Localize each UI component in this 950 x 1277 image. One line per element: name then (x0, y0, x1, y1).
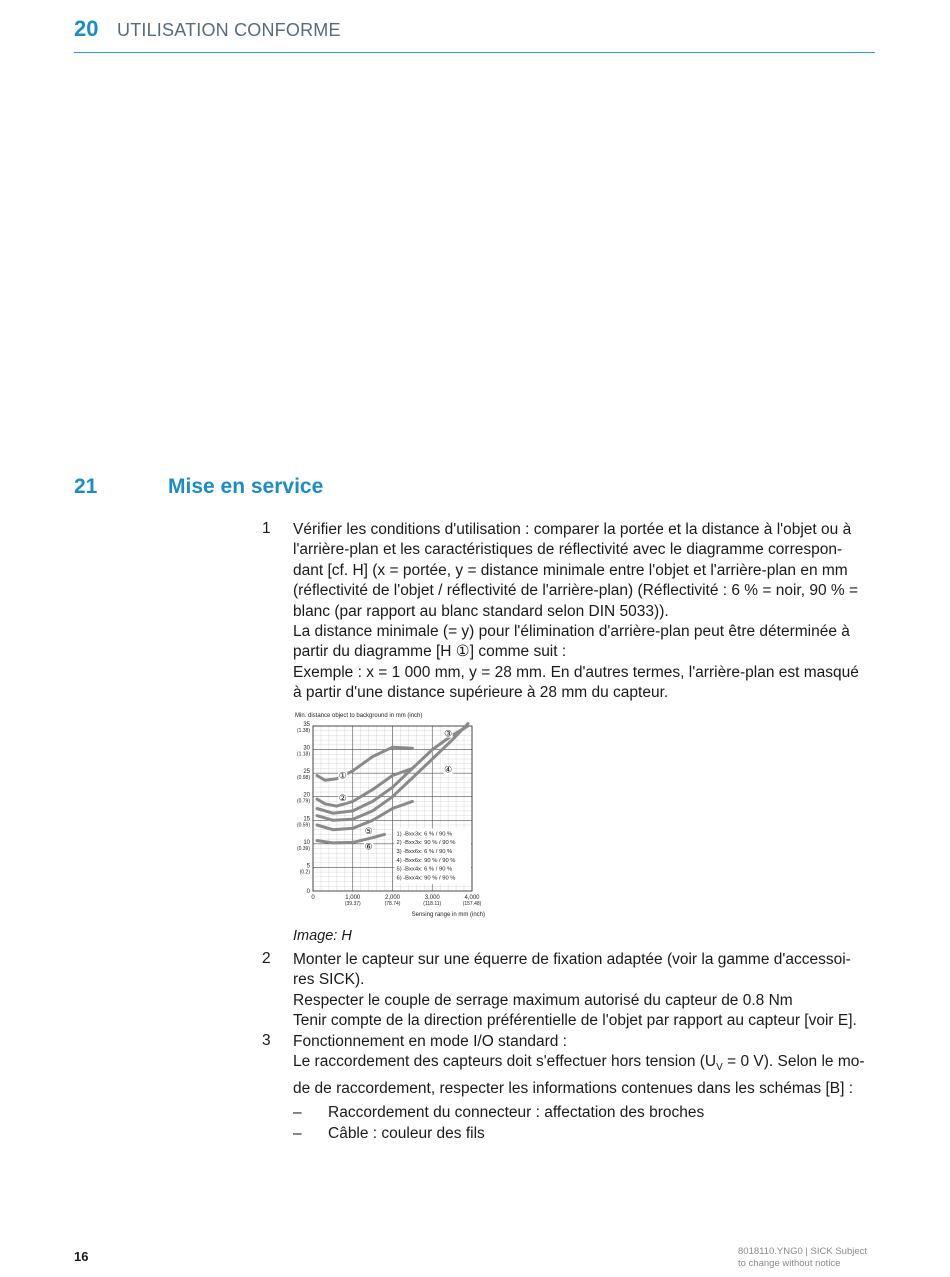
x-tick-sublabel: (39.37) (344, 901, 361, 907)
chapter-title: UTILISATION CONFORME (117, 20, 341, 40)
bullet-dash: – (293, 1104, 302, 1121)
x-tick-label: 3,000 (424, 895, 440, 901)
y-tick-sublabel: (0.2) (299, 869, 310, 876)
figure-caption: Image: H (293, 928, 352, 944)
bullet-text: Raccordement du connecteur : affectation des broches (328, 1104, 705, 1121)
x-axis-label: Sensing range in mm (inch) (411, 912, 485, 918)
legend-entry: 1) -Bxx3x: 6 % / 90 % (396, 831, 453, 838)
text-line: Fonctionnement en mode I/O standard : (293, 1033, 567, 1050)
step-2-text (293, 950, 875, 1032)
text-fragment: = 0 V). Selon le mo- (722, 1053, 865, 1071)
text-line: blanc (par rapport au blanc standard selon DIN 5033)). (293, 602, 669, 620)
reflectivity-diagram (290, 708, 490, 922)
y-tick-sublabel: (0.39) (296, 845, 310, 852)
text-line: Monter le capteur sur une équerre de fixation adaptée (voir la gamme d'accessoi- (293, 951, 851, 968)
text-line: partir du diagramme [H ①] comme suit : (293, 643, 567, 661)
chapter-number: 20 (74, 16, 99, 41)
x-tick-label: 2,000 (384, 895, 401, 901)
y-tick-sublabel: (1.38) (296, 728, 310, 734)
series-marker-1: ① (338, 771, 347, 782)
y-tick-label: 20 (303, 792, 310, 799)
text-line: res SICK). (293, 971, 365, 989)
y-tick-label: 15 (303, 816, 310, 823)
text-fragment: Le raccordement des capteurs doit s'effectuer hors tension (U (293, 1053, 717, 1071)
y-tick-sublabel: (0.79) (296, 798, 310, 805)
document-reference (738, 1246, 888, 1270)
text-line: à partir d'une distance supérieure à 28 mm du capteur. (293, 684, 669, 702)
step-3-text (293, 1032, 875, 1099)
text-line: dant [cf. H] (x = portée, y = distance minimale entre l'objet et l'arrière-plan en mm (293, 561, 848, 579)
x-tick-label: 0 (311, 895, 315, 901)
series-marker-4: ④ (444, 765, 453, 776)
y-tick-sublabel: (0.98) (296, 775, 310, 782)
y-tick-label: 35 (303, 722, 310, 728)
section-title: Mise en service (168, 475, 324, 498)
text-line: Tenir compte de la direction préférentielle de l'objet par rapport au capteur [voir E]. (293, 1012, 857, 1030)
page-number: 16 (74, 1249, 89, 1264)
y-tick-sublabel: (0.59) (296, 822, 310, 829)
series-marker-6: ⑥ (364, 842, 373, 853)
step-number: 1 (262, 520, 271, 537)
series-line-6 (317, 834, 385, 843)
text-line: La distance minimale (= y) pour l'élimination d'arrière-plan peut être déterminée à (293, 623, 850, 641)
text-line: Exemple : x = 1 000 mm, y = 28 mm. En d'autres termes, l'arrière-plan est masqué (293, 663, 859, 681)
y-tick-label: 0 (306, 889, 310, 895)
legend-entry: 4) -Bxx6x: 90 % / 90 % (396, 857, 456, 864)
step-number: 3 (262, 1032, 271, 1049)
x-tick-sublabel: (78.74) (384, 901, 401, 907)
doc-line: 8018110.YNG0 | SICK Subject (738, 1246, 868, 1257)
series-marker-5: ⑤ (364, 826, 373, 837)
series-marker-2: ② (338, 793, 347, 804)
x-tick-label: 1,000 (345, 895, 361, 901)
x-tick-sublabel: (157.48) (462, 901, 482, 907)
chart-title: Min. distance object to background in mm (inch) (295, 713, 423, 719)
step-1-text (293, 520, 875, 704)
section-number: 21 (74, 475, 98, 498)
step-number: 2 (262, 950, 271, 967)
text-line: (réflectivité de l'objet / réflectivité de l'arrière-plan) (Réflectivité : 6 % = noir, 90 % = (293, 582, 859, 600)
doc-line: to change without notice (738, 1258, 841, 1269)
text-line: Respecter le couple de serrage maximum autorisé du capteur de 0.8 Nm (293, 991, 793, 1009)
legend-entry: 2) -Bxx3x: 90 % / 90 % (396, 840, 456, 847)
text-line: Vérifier les conditions d'utilisation : comparer la portée et la distance à l'objet ou à (293, 521, 852, 538)
legend-entry: 3) -Bxx6x: 6 % / 90 % (396, 848, 453, 855)
y-tick-label: 10 (303, 839, 310, 846)
x-tick-sublabel: (118.11) (423, 901, 442, 907)
text-line: l'arrière-plan et les caractéristiques de réflectivité avec le diagramme correspon- (293, 541, 843, 559)
series-marker-3: ③ (444, 729, 453, 740)
bullet-dash: – (293, 1125, 302, 1142)
legend-entry: 6) -Bxx4x: 90 % / 90 % (396, 875, 456, 882)
text-line: de de raccordement, respecter les informations contenues dans les schémas [B] : (293, 1079, 854, 1097)
text-line (293, 1052, 875, 1079)
y-tick-label: 30 (303, 745, 310, 752)
y-tick-label: 5 (306, 863, 310, 870)
legend-entry: 5) -Bxx4x: 6 % / 90 % (396, 866, 453, 873)
bullet-text: Câble : couleur des fils (328, 1125, 485, 1142)
y-tick-label: 25 (303, 769, 310, 776)
y-tick-sublabel: (1.18) (296, 751, 310, 758)
x-tick-label: 4,000 (464, 895, 480, 901)
page-header (74, 14, 875, 53)
subscript: V (716, 1062, 723, 1074)
